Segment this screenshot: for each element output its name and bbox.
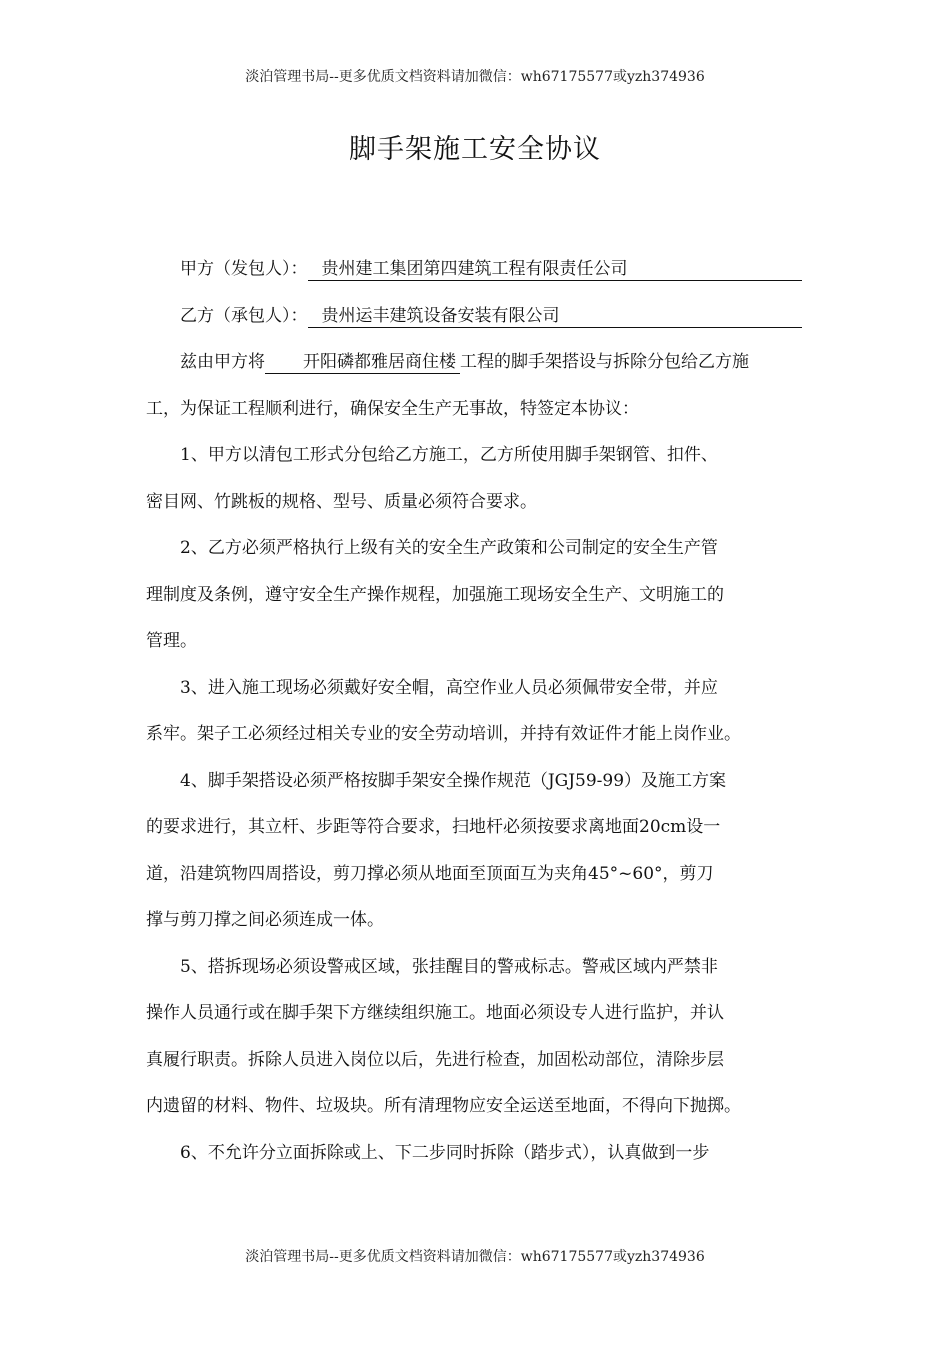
document-title: 脚手架施工安全协议 [349,134,601,165]
page-footer: 淡泊管理书局--更多优质文档资料请加微信：wh67175577或yzh374936 [245,1249,705,1265]
party-b-label: 乙方（承包人）： [180,305,308,326]
party-a [180,246,802,293]
clause-2-line-2: 理制度及条例，遵守安全生产操作规程，加强施工现场安全生产、文明施工的 [146,584,724,605]
clause-4-line-3: 道，沿建筑物四周搭设，剪刀撑必须从地面至顶面互为夹角45°~60°，剪刀 [146,863,714,884]
clause-3-line-1: 3、进入施工现场必须戴好安全帽，高空作业人员必须佩带安全带，并应 [180,677,718,698]
page-header: 淡泊管理书局--更多优质文档资料请加微信：wh67175577或yzh374936 [245,69,705,85]
intro-line-2: 工，为保证工程顺利进行，确保安全生产无事故，特签定本协议： [146,398,639,419]
clause-4-line-4: 撑与剪刀撑之间必须连成一体。 [146,910,384,930]
project-name: 开阳磷都雅居商住楼 [265,351,460,374]
intro-before: 兹由甲方将 [180,352,265,372]
clause-5-line-4: 内遗留的材料、物件、垃圾块。所有清理物应安全运送至地面，不得向下抛掷。 [146,1096,741,1116]
clause-2-line-3: 管理。 [146,631,197,651]
clause-5-line-2: 操作人员通行或在脚手架下方继续组织施工。地面必须设专人进行监护，并认 [146,1003,724,1023]
clause-5-line-1: 5、搭拆现场必须设警戒区域，张挂醒目的警戒标志。警戒区域内严禁非 [180,956,718,977]
party-a-value: 贵州建工集团第四建筑工程有限责任公司 [308,258,803,281]
clause-3-line-2: 系牢。架子工必须经过相关专业的安全劳动培训，并持有效证件才能上岗作业。 [146,724,741,744]
intro-after: 工程的脚手架搭设与拆除分包给乙方施 [460,352,749,372]
intro-paragraph [146,339,802,386]
clause-6-line-1: 6、不允许分立面拆除或上、下二步同时拆除（踏步式），认真做到一步 [180,1142,710,1163]
clause-4-line-2: 的要求进行，其立杆、步距等符合要求，扫地杆必须按要求离地面20cm设一 [146,817,721,837]
clause-1-line-2: 密目网、竹跳板的规格、型号、质量必须符合要求。 [146,491,537,512]
party-b [180,293,802,340]
clause-1-line-1: 1、甲方以清包工形式分包给乙方施工，乙方所使用脚手架钢管、扣件、 [180,445,718,465]
clause-5-line-3: 真履行职责。拆除人员进入岗位以后，先进行检查，加固松动部位，清除步层 [146,1049,724,1070]
document-body [146,246,802,1176]
party-b-value: 贵州运丰建筑设备安装有限公司 [308,305,803,328]
clause-2-line-1: 2、乙方必须严格执行上级有关的安全生产政策和公司制定的安全生产管 [180,538,718,558]
party-a-label: 甲方（发包人）： [180,259,308,279]
clause-4-line-1: 4、脚手架搭设必须严格按脚手架安全操作规范（JGJ59-99）及施工方案 [180,770,727,791]
